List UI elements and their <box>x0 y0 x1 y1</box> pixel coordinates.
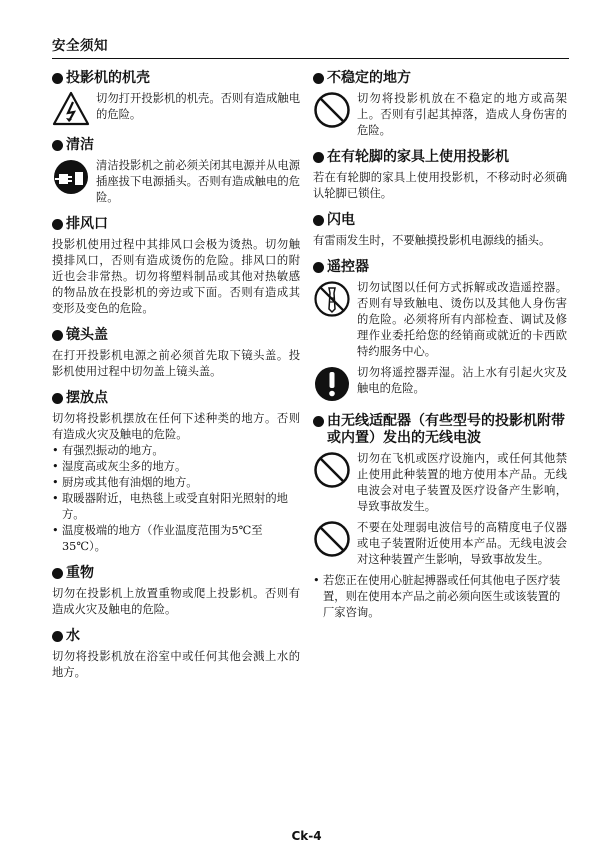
warning-text: 切勿将投影机放在不稳定的地方或高架上。否则有引起其掉落，造成人身伤害的危险。 <box>357 92 567 137</box>
warning-text: 清洁投影机之前必须关闭其电源并从电源插座拔下电源插头。否则有造成触电的危险。 <box>96 159 300 204</box>
bullet-dot <box>313 416 324 427</box>
prohibited-icon <box>313 520 357 568</box>
bullet-dot <box>313 152 324 163</box>
warning-text: 切勿将遥控器弄湿。沾上水有引起火灾及触电的危险。 <box>357 366 567 395</box>
warning-item <box>52 158 300 206</box>
list-item: • 湿度高或灰尘多的地方。 <box>52 459 300 475</box>
prohibited-icon <box>313 91 357 139</box>
section-text: 有雷雨发生时，不要触摸投影机电源线的插头。 <box>313 234 551 247</box>
section-text: 若在有轮脚的家具上使用投影机，不移动时必须确认轮脚已锁住。 <box>313 171 567 200</box>
section-title: 排风口 <box>52 216 300 233</box>
page-number: Ck-4 <box>291 829 322 843</box>
section-water <box>52 628 300 681</box>
warning-item <box>52 91 300 127</box>
list-item: • 若您正在使用心脏起搏器或任何其他电子医疗装置，则在使用本产品之前必须向医生或该装置的厂家咨询。 <box>313 573 567 621</box>
bullet-dot <box>313 73 324 84</box>
unplug-icon <box>52 158 96 206</box>
bullet-dot <box>52 330 63 341</box>
prohibited-icon <box>313 451 357 515</box>
bullet-dot <box>52 219 63 230</box>
section-title: 摆放点 <box>52 390 300 407</box>
mandatory-action-icon <box>313 365 357 403</box>
no-disassembly-icon <box>313 280 357 360</box>
warning-text: 切勿在飞机或医疗设施内，或任何其他禁止使用此种装置的地方使用本产品。无线电波会对电子装置及医疗设备产生影响，导致事故发生。 <box>357 452 567 513</box>
bullet-dot <box>52 140 63 151</box>
right-column <box>313 70 567 631</box>
section-text: 在打开投影机电源之前必须首先取下镜头盖。投影机使用过程中切勿盖上镜头盖。 <box>52 349 300 378</box>
section-vent <box>52 216 300 317</box>
bullet-dot <box>313 262 324 273</box>
section-title: 闪电 <box>313 212 567 229</box>
section-text: 切勿将投影机摆放在任何下述种类的地方。否则有造成火灾及触电的危险。 <box>52 412 300 441</box>
section-title: 在有轮脚的家具上使用投影机 <box>313 149 567 166</box>
bullet-dot <box>52 73 63 84</box>
section-title: 由无线适配器（有些型号的投影机附带或内置）发出的无线电波 <box>313 413 567 447</box>
section-heavy-objects <box>52 565 300 618</box>
warning-item <box>313 91 567 139</box>
section-location <box>52 390 300 555</box>
section-title: 遥控器 <box>313 259 567 276</box>
bullet-dot <box>313 215 324 226</box>
warning-item <box>313 520 567 568</box>
page-header: 安全须知 <box>52 34 569 59</box>
section-title: 清洁 <box>52 137 300 154</box>
section-text: 切勿将投影机放在浴室中或任何其他会溅上水的地方。 <box>52 650 300 679</box>
section-title: 不稳定的地方 <box>313 70 567 87</box>
warning-text: 切勿试图以任何方式拆解或改造遥控器。否则有导致触电、烫伤以及其他人身伤害的危险。必须将所有内部检查、调试及修理作业委托给您的经销商或就近的卡西欧特约服务中心。 <box>357 281 567 358</box>
section-title: 投影机的机壳 <box>52 70 300 87</box>
section-casing <box>52 70 300 127</box>
list-item: • 取暖器附近，电热毯上或受直射阳光照射的地方。 <box>52 491 300 523</box>
left-column <box>52 70 300 691</box>
wireless-list <box>313 573 567 621</box>
section-title: 镜头盖 <box>52 327 300 344</box>
location-list <box>52 443 300 555</box>
section-lightning <box>313 212 567 249</box>
list-item: • 温度极端的地方（作业温度范围为5℃至35℃）。 <box>52 523 300 555</box>
bullet-dot <box>52 568 63 579</box>
bullet-dot <box>52 631 63 642</box>
section-cleaning <box>52 137 300 206</box>
section-caster-furniture <box>313 149 567 202</box>
bullet-dot <box>52 393 63 404</box>
warning-text: 切勿打开投影机的机壳。否则有造成触电的危险。 <box>96 92 300 121</box>
section-wireless-radio-waves <box>313 413 567 621</box>
section-remote-control <box>313 259 567 403</box>
warning-item <box>313 451 567 515</box>
electric-shock-warning-icon <box>52 91 96 127</box>
section-title: 水 <box>52 628 300 645</box>
section-unstable-location <box>313 70 567 139</box>
section-text: 切勿在投影机上放置重物或爬上投影机。否则有造成火灾及触电的危险。 <box>52 587 300 616</box>
list-item: • 有强烈振动的地方。 <box>52 443 300 459</box>
warning-item <box>313 280 567 360</box>
list-item: • 厨房或其他有油烟的地方。 <box>52 475 300 491</box>
warning-item <box>313 365 567 403</box>
warning-text: 不要在处理弱电波信号的高精度电子仪器或电子装置附近使用本产品。无线电波会对这种装置产生影响，导致事故发生。 <box>357 521 567 566</box>
section-title: 重物 <box>52 565 300 582</box>
section-text: 投影机使用过程中其排风口会极为烫热。切勿触摸排风口，否则有造成烫伤的危险。排风口的附近也会非常热。切勿将塑料制品或其他对热敏感的物品放在投影机的旁边或下面。否则有造成其变形及变色的危险。 <box>52 238 300 315</box>
section-lens-cap <box>52 327 300 380</box>
